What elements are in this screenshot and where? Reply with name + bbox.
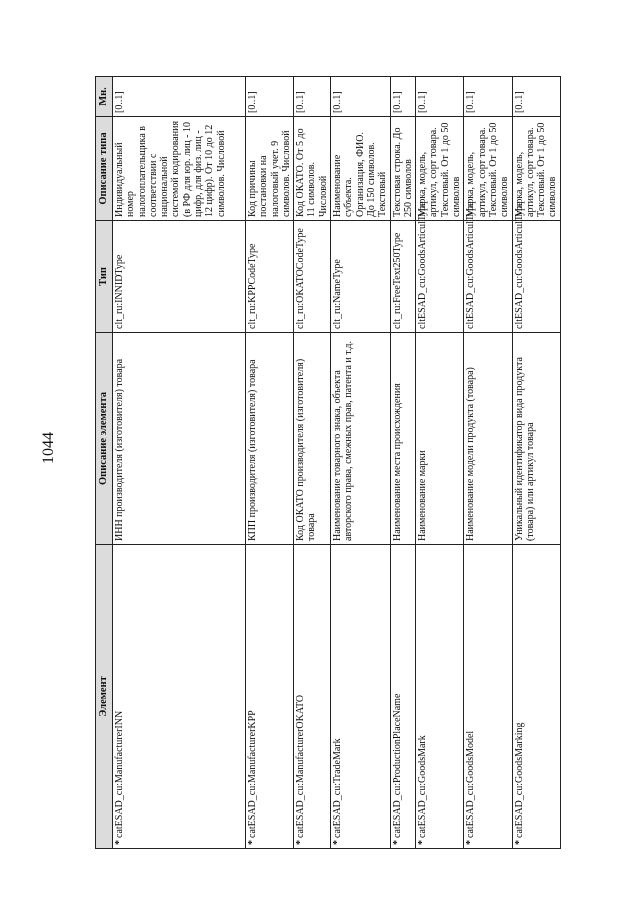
element-description: Наименование места происхождения [390,333,416,545]
type-cell: cltESAD_cu:GoodsArticulType [416,221,464,333]
table-row [331,77,390,849]
element-description: Наименование модели продукта (товара) [464,333,512,545]
multiplicity: [0..1] [331,77,390,117]
element-description: КПП производителя (изготовителя) товара [246,333,294,545]
table-row [294,77,331,849]
table-row [416,77,464,849]
page-number: 1044 [40,432,57,464]
element-description: Наименование марки [416,333,464,545]
type-cell: cltESAD_cu:GoodsArticulType [512,221,560,333]
star-marker: * [114,840,125,845]
element-name: catESAD_cu:GoodsMarking [513,722,525,838]
type-description: Текстовая строка. До 250 символов [390,117,416,221]
type-cell: clt_ru:NameType [331,221,390,333]
table-row [390,77,416,849]
element-name: catESAD_cu:ManufacturerOKATO [295,694,307,838]
type-description: Наименование субъекта. Организация, ФИО. До 150 символов. Текстовый [331,117,390,221]
type-description: Код ОКАТО. От 5 до 11 символов. Числовой [294,117,331,221]
element-cell [113,545,246,849]
element-name: catESAD_cu:ProductionPlaceName [391,693,403,838]
element-cell [390,545,416,849]
header-type-description: Описание типа [96,117,113,221]
multiplicity: [0..1] [390,77,416,117]
element-cell [331,545,390,849]
element-description: Наименование товарного знака, объекта авторского права, смежных прав, патента и т.д. [331,333,390,545]
table-row [113,77,246,849]
element-cell [246,545,294,849]
star-marker: * [332,840,344,845]
type-cell: clt_ru:KPPCodeType [246,221,294,333]
type-description: Код причины постановки на налоговый учет. 9 символов. Числовой [246,117,294,221]
table-row [464,77,512,849]
element-name: catESAD_cu:TradeMark [332,738,344,838]
multiplicity: [0..1] [113,77,246,117]
header-multiplicity: Мн. [96,77,113,117]
type-cell: clt_ru:INNIDType [113,221,246,333]
element-name: catESAD_cu:GoodsModel [465,730,477,838]
rotated-table-wrapper [95,77,559,849]
table-header-row [96,77,113,849]
element-cell [464,545,512,849]
type-description: Марка, модель, артикул, сорт товара. Текстовый. От 1 до 50 символов [512,117,560,221]
type-description: Индивидуальный номер налогоплательщика в соответствии с национальной системой кодирования (в РФ для юр. лиц - 10 цифр, для физ. лиц - 12 цифр). От 10 до 12 символов. Числовой [113,117,246,221]
element-cell [512,545,560,849]
element-cell [416,545,464,849]
type-description: Марка, модель, артикул, сорт товара. Текстовый. От 1 до 50 символов [464,117,512,221]
element-name: catESAD_cu:GoodsMark [417,735,429,838]
star-marker: * [417,840,429,845]
type-cell: cltESAD_cu:GoodsArticulType [464,221,512,333]
element-name: catESAD_cu:ManufacturerINN [114,710,125,838]
element-name: catESAD_cu:ManufacturerKPP [247,710,258,838]
header-type: Тип [96,221,113,333]
star-marker: * [295,840,307,845]
header-element: Элемент [96,545,113,849]
star-marker: * [513,840,525,845]
multiplicity: [0..1] [294,77,331,117]
element-description: ИНН производителя (изготовителя) товара [113,333,246,545]
type-description: Марка, модель, артикул, сорт товара. Текстовый. От 1 до 50 символов [416,117,464,221]
table-row [246,77,294,849]
table-row [512,77,560,849]
multiplicity: [0..1] [464,77,512,117]
multiplicity: [0..1] [416,77,464,117]
header-element-description: Описание элемента [96,333,113,545]
multiplicity: [0..1] [512,77,560,117]
type-cell: clt_ru:OKATOCodeType [294,221,331,333]
element-cell [294,545,331,849]
type-cell: clt_ru:FreeText250Type [390,221,416,333]
star-marker: * [247,840,258,845]
star-marker: * [465,840,477,845]
elements-table [95,76,561,849]
star-marker: * [391,840,403,845]
multiplicity: [0..1] [246,77,294,117]
element-description: Код ОКАТО производителя (изготовителя) товара [294,333,331,545]
element-description: Уникальный идентификатор вида продукта (товара) или артикул товара [512,333,560,545]
